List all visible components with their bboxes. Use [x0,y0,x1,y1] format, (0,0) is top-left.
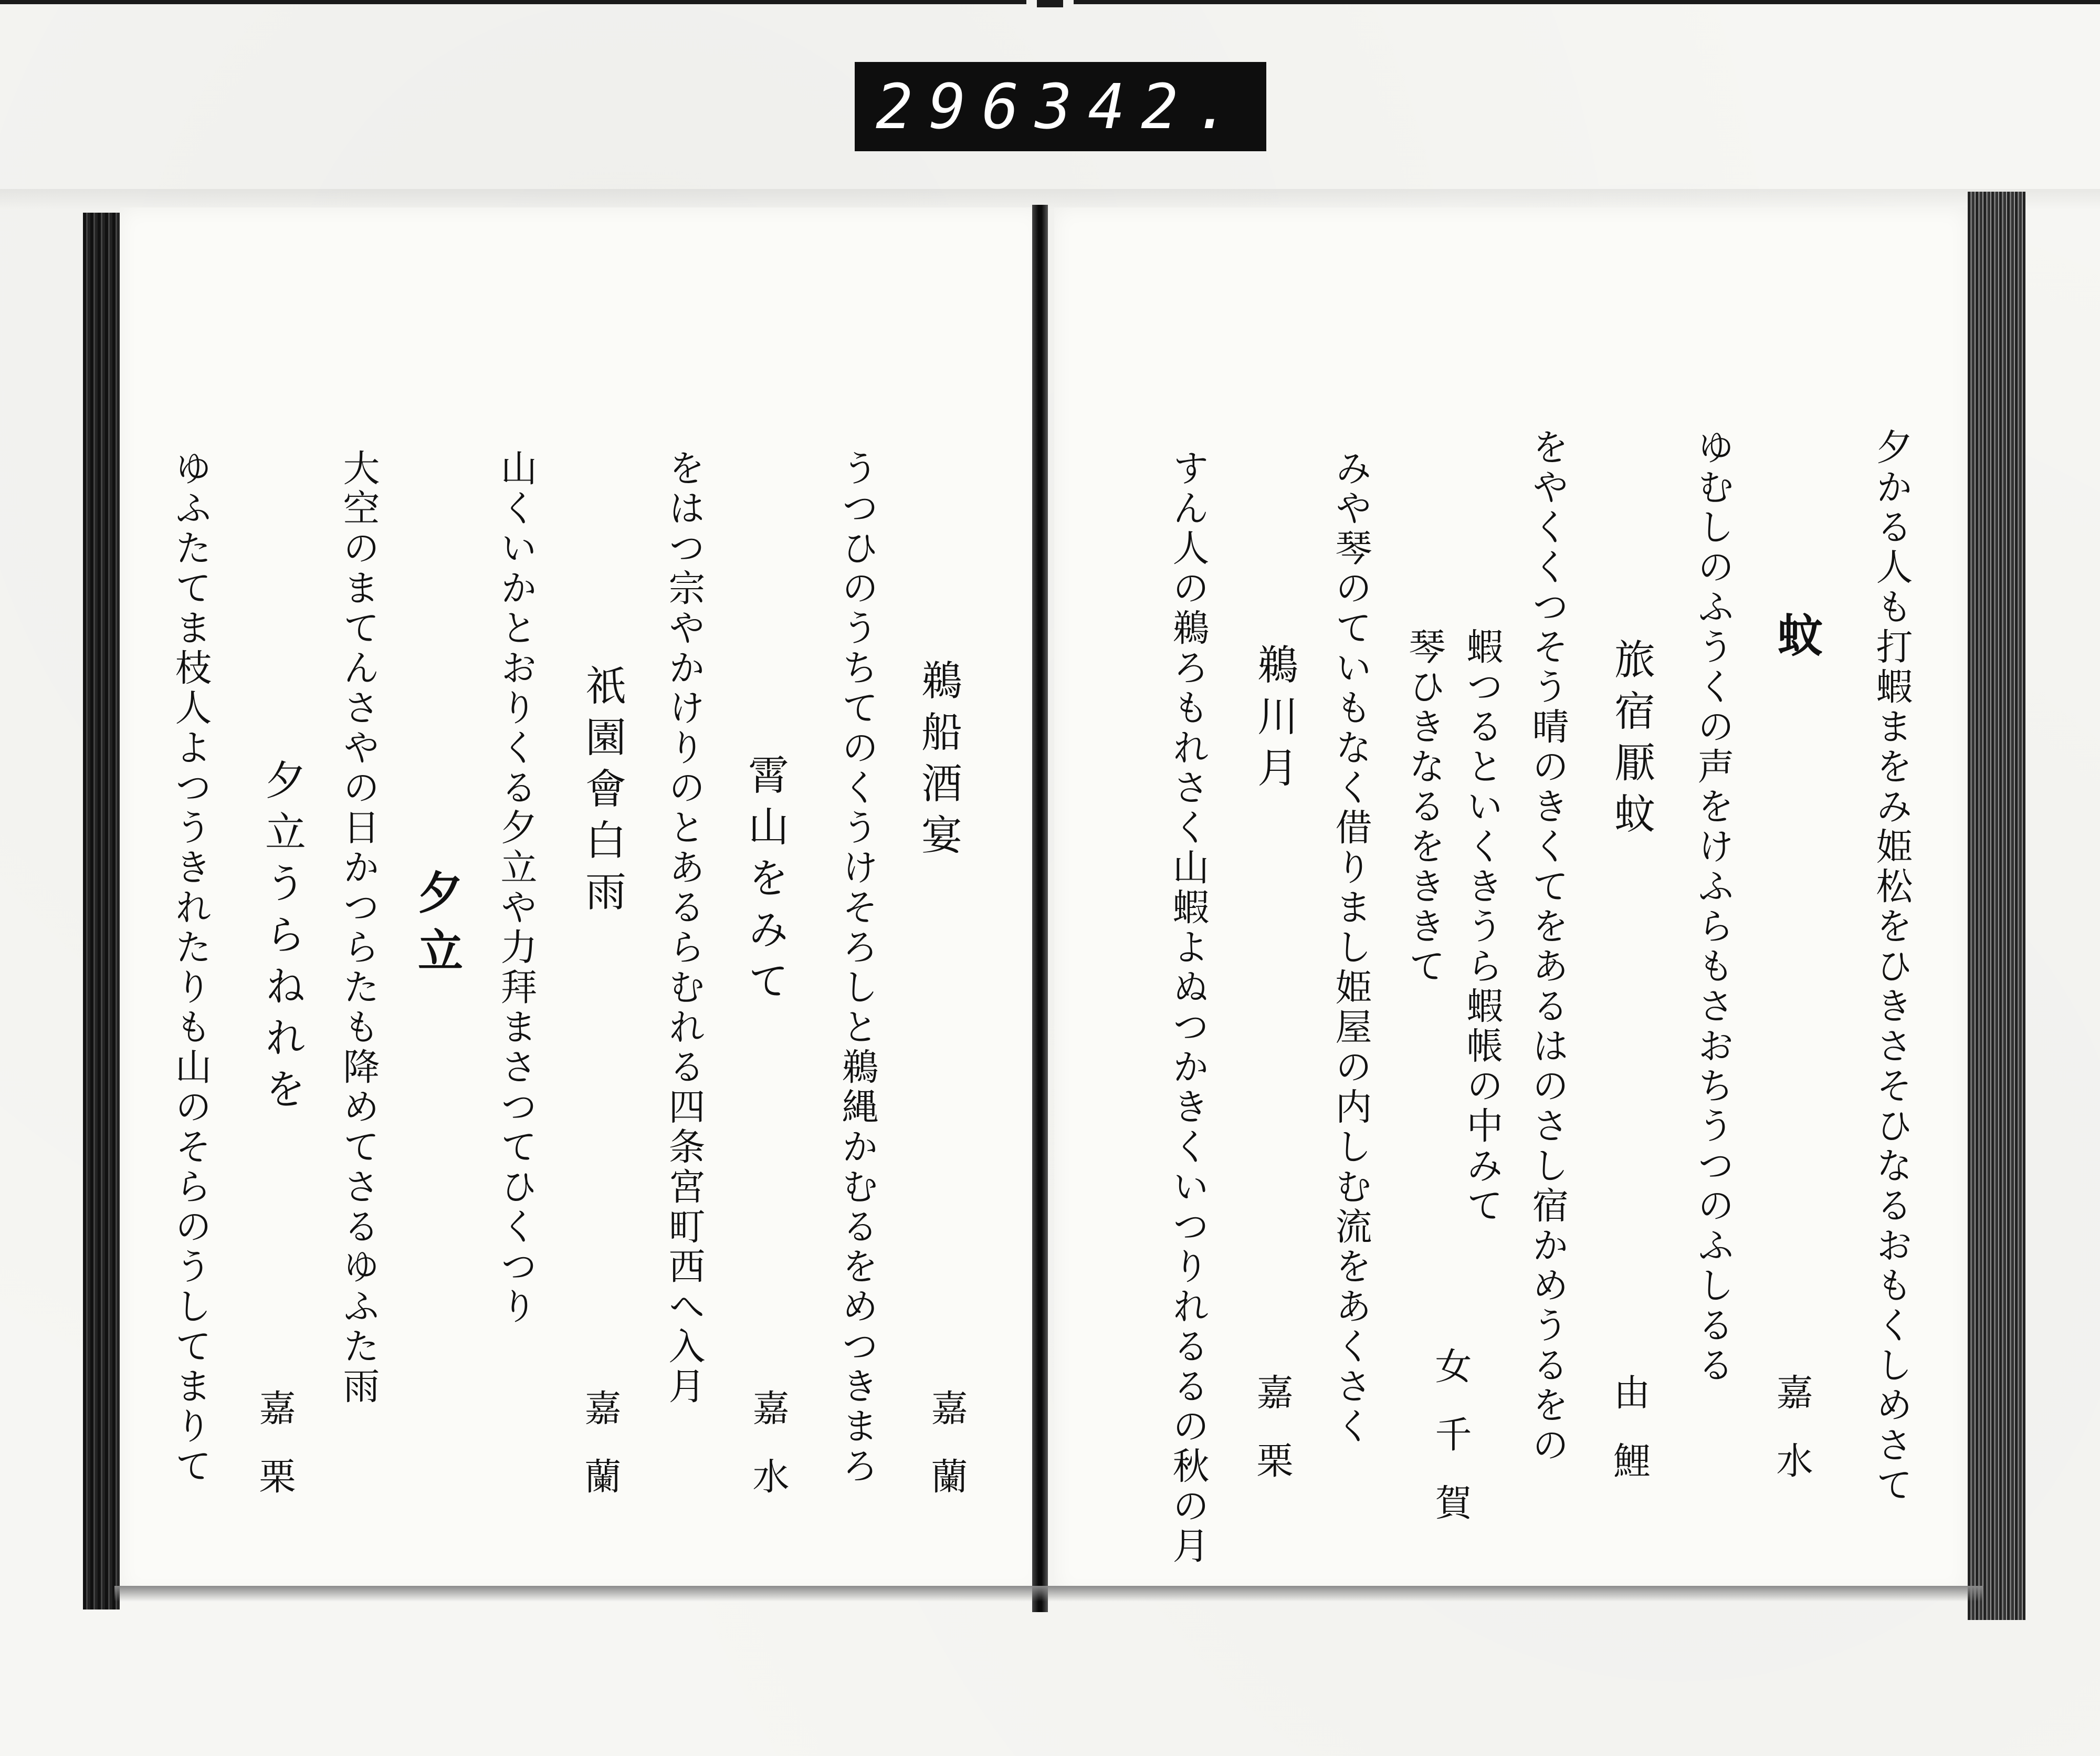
left-line-author: 嘉栗 [253,1389,296,1525]
frame-number-left: 296 [876,70,1035,143]
right-page [1054,207,1968,1594]
left-line-verse: 大空のまてんさやの日かつらたも降めてさるゆふた雨 [337,449,380,1407]
left-line-author: 嘉蘭 [925,1389,968,1525]
top-rule-right [1074,0,2100,4]
left-line-author: 嘉水 [747,1389,790,1525]
right-line-verse: みや琴のていもなく借りまし姫屋の内しむ流をあくさく [1329,449,1372,1447]
right-line-author: 女千賀 [1429,1347,1472,1552]
left-line-head: 霄山をみて [741,754,789,1011]
right-line-author: 由鯉 [1608,1373,1651,1510]
right-line-author: 嘉栗 [1251,1373,1294,1510]
right-line-verse: 琴ひきなるをききて [1403,628,1446,987]
left-line-verse: うつひのうちてのくうけそろしと鵜縄かむるをめつきまろ [836,449,879,1487]
frame-number-label [855,62,1266,151]
page-bottom-shadow [114,1586,1983,1602]
right-line-head: 鵜川月 [1251,643,1298,798]
top-rule-center [1037,0,1063,7]
left-line-verse: 山くいかとおりくる夕立や力拜まさつてひくつり [495,449,538,1327]
right-line-verse: 蝦つるといくきうら蝦帳の中みて [1461,628,1504,1226]
right-line-author: 嘉水 [1770,1373,1813,1510]
right-line-verse: ゆむしのふうくの声をけふらもさおちうつのふしるる [1692,428,1735,1386]
top-rule-left [0,0,1026,4]
scan-band [0,189,2100,210]
book-gutter [1032,205,1048,1612]
left-line-author: 嘉蘭 [579,1389,622,1525]
open-book [83,207,2025,1620]
right-line-title: 蚊 [1770,612,1823,670]
left-line-verse: をはつ宗やかけりのとあるらむれる四条宮町西へ入月 [663,449,706,1407]
left-line-head: 祇園會白雨 [579,664,626,922]
left-line-head: 夕立うらねれを [258,759,306,1119]
right-line-verse: 夕かる人も打蝦まをみ姫松をひきさそひなるおもくしめさて [1870,428,1913,1506]
book-edge-left [83,213,120,1609]
right-line-head: 旅宿厭蚊 [1608,638,1655,844]
book-edge-right [1968,192,2025,1620]
frame-number-right: 342. [1035,70,1247,143]
right-line-verse: をやくくつそう晴のきくてをあるはのさし宿かめうるをの [1526,428,1569,1466]
right-line-verse: すん人の鵜ろもれさく山蝦よぬつかきくいつりれるるの秋の月 [1167,449,1210,1566]
left-page [120,207,1044,1594]
left-line-head: 鵜船酒宴 [915,659,962,865]
left-line-verse: ゆふたてま枝人よつうきれたりも山のそらのうしてまりて [169,449,212,1487]
left-line-title: 夕立 [410,869,463,985]
